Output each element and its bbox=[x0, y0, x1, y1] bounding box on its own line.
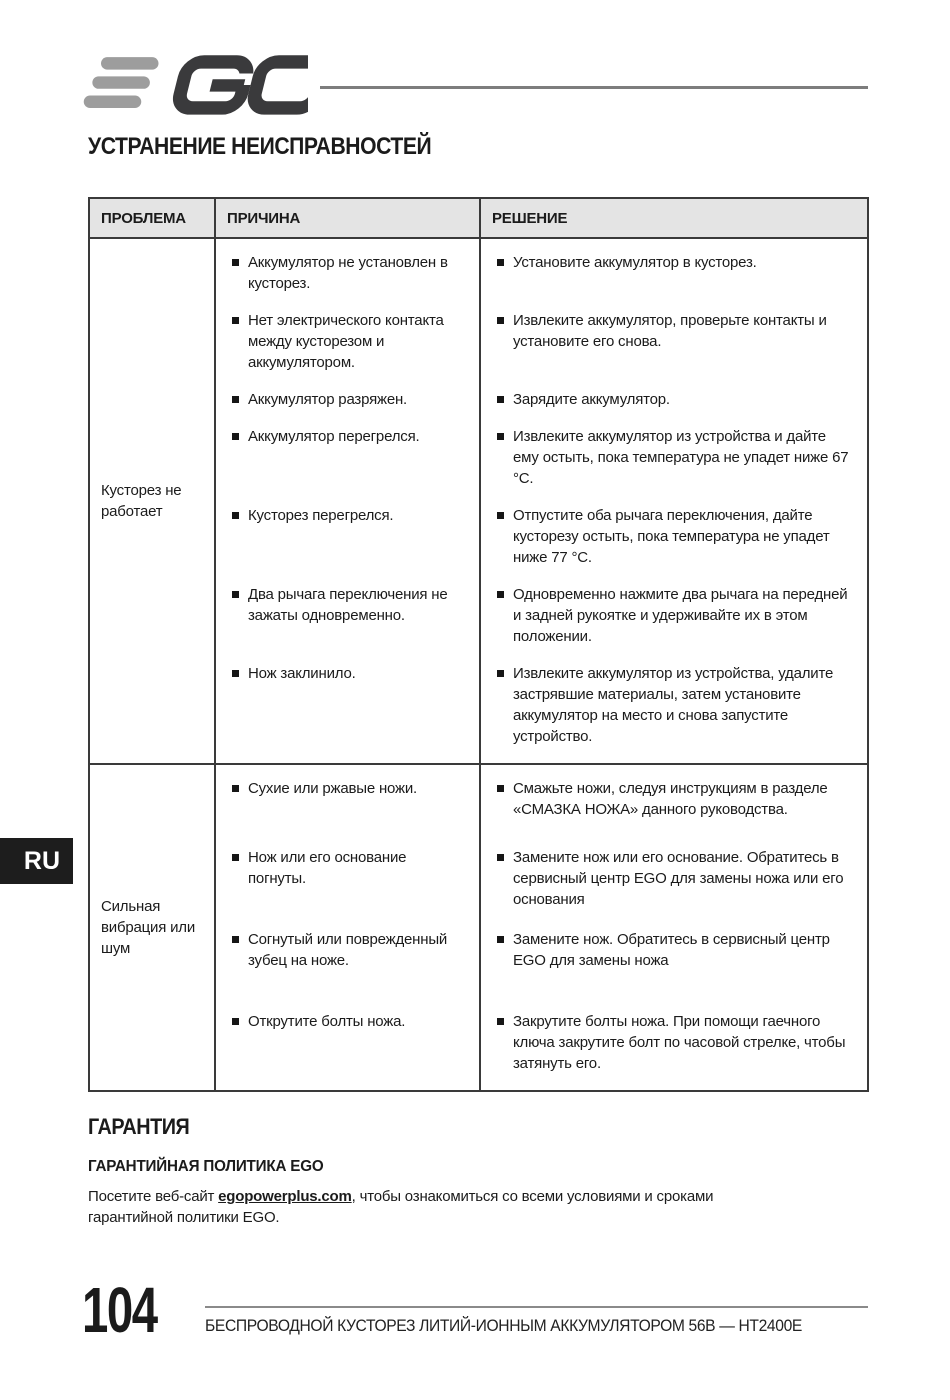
bullet-square-icon bbox=[232, 1018, 239, 1025]
table-groups bbox=[90, 239, 867, 1090]
warranty-policy-subtitle: ГАРАНТИЙНАЯ ПОЛИТИКА EGO bbox=[88, 1158, 324, 1175]
bullet-square-icon bbox=[497, 396, 504, 403]
cause-text: Аккумулятор перегрелся. bbox=[248, 428, 420, 445]
page-title: УСТРАНЕНИЕ НЕИСПРАВНОСТЕЙ bbox=[88, 133, 432, 160]
solution-text: Извлеките аккумулятор из устройства, удалите застрявшие материалы, затем установите аккумулятор на место и снова запустите устройство. bbox=[513, 665, 834, 745]
solution-cell bbox=[481, 765, 867, 847]
column-header-cause: ПРИЧИНА bbox=[216, 199, 481, 237]
cause-text: Кусторез перегрелся. bbox=[248, 507, 394, 524]
cause-cell bbox=[216, 389, 481, 426]
warranty-text-suffix: , чтобы ознакомиться со всеми условиями и сроками гарантийной политики EGO. bbox=[88, 1188, 714, 1226]
cause-solution-rows bbox=[216, 765, 867, 1090]
cause-cell bbox=[216, 310, 481, 389]
cause-text: Аккумулятор не установлен в кусторез. bbox=[248, 254, 448, 292]
cause-text: Сухие или ржавые ножи. bbox=[248, 780, 418, 797]
cause-text: Нож или его основание погнуты. bbox=[248, 849, 407, 887]
solution-cell bbox=[481, 1011, 867, 1090]
table-row bbox=[216, 310, 867, 389]
table-row bbox=[216, 929, 867, 1011]
solution-cell bbox=[481, 929, 867, 1011]
column-header-problem: ПРОБЛЕМА bbox=[90, 199, 216, 237]
table-row bbox=[216, 389, 867, 426]
ego-logo bbox=[78, 50, 308, 118]
cause-solution-rows bbox=[216, 239, 867, 763]
table-row bbox=[216, 663, 867, 763]
solution-cell bbox=[481, 389, 867, 426]
table-row bbox=[216, 426, 867, 505]
cause-text: Согнутый или поврежденный зубец на ноже. bbox=[248, 931, 448, 969]
solution-text: Извлеките аккумулятор, проверьте контакты и установите его снова. bbox=[513, 312, 827, 350]
problem-cell: Сильная вибрация или шум bbox=[90, 765, 216, 1090]
solution-text: Одновременно нажмите два рычага на передней и задней рукоятке и удерживайте их в этом положении. bbox=[513, 586, 848, 645]
solution-text: Закрутите болты ножа. При помощи гаечного ключа закрутите болт по часовой стрелке, чтобы затянуть его. bbox=[513, 1013, 846, 1072]
solution-text: Установите аккумулятор в кусторез. bbox=[513, 254, 757, 271]
bullet-square-icon bbox=[497, 1018, 504, 1025]
solution-text: Отпустите оба рычага переключения, дайте кусторезу остыть, пока температура не упадет ниже 77 °C. bbox=[513, 507, 830, 566]
problem-group bbox=[90, 765, 867, 1090]
solution-text: Зарядите аккумулятор. bbox=[513, 391, 670, 408]
bullet-square-icon bbox=[497, 936, 504, 943]
bullet-square-icon bbox=[497, 433, 504, 440]
cause-cell bbox=[216, 929, 481, 1011]
bullet-square-icon bbox=[497, 512, 504, 519]
cause-cell bbox=[216, 239, 481, 310]
cause-cell bbox=[216, 1011, 481, 1090]
solution-text: Смажьте ножи, следуя инструкциям в разделе «СМАЗКА НОЖА» данного руководства. bbox=[513, 780, 828, 818]
bullet-square-icon bbox=[232, 936, 239, 943]
solution-cell bbox=[481, 847, 867, 929]
table-header-row bbox=[90, 199, 867, 239]
footer-model-line: БЕСПРОВОДНОЙ КУСТОРЕЗ ЛИТИЙ-ИОННЫМ АККУМУЛЯТОРОМ 56В — HT2400E bbox=[205, 1316, 802, 1335]
solution-text: Замените нож. Обратитесь в сервисный центр EGO для замены ножа bbox=[513, 931, 830, 969]
bullet-square-icon bbox=[232, 591, 239, 598]
cause-cell bbox=[216, 584, 481, 663]
header-divider bbox=[320, 86, 868, 89]
warranty-body-text bbox=[88, 1186, 798, 1228]
bullet-square-icon bbox=[497, 259, 504, 266]
table-row bbox=[216, 505, 867, 584]
cause-cell bbox=[216, 847, 481, 929]
troubleshooting-table bbox=[88, 197, 869, 1092]
solution-cell bbox=[481, 584, 867, 663]
table-row bbox=[216, 239, 867, 310]
bullet-square-icon bbox=[232, 785, 239, 792]
table-row bbox=[216, 847, 867, 929]
solution-cell bbox=[481, 426, 867, 505]
bullet-square-icon bbox=[232, 433, 239, 440]
problem-cell: Кусторез не работает bbox=[90, 239, 216, 763]
bullet-square-icon bbox=[232, 512, 239, 519]
bullet-square-icon bbox=[232, 396, 239, 403]
solution-cell bbox=[481, 239, 867, 310]
solution-cell bbox=[481, 663, 867, 763]
ego-logo-graphic bbox=[78, 50, 308, 118]
language-tab: RU bbox=[0, 838, 73, 884]
egopowerplus-link[interactable]: egopowerplus.com bbox=[218, 1188, 352, 1205]
cause-text: Два рычага переключения не зажаты одновременно. bbox=[248, 586, 448, 624]
cause-text: Аккумулятор разряжен. bbox=[248, 391, 408, 408]
bullet-square-icon bbox=[232, 317, 239, 324]
cause-text: Открутите болты ножа. bbox=[248, 1013, 406, 1030]
table-row bbox=[216, 584, 867, 663]
solution-text: Извлеките аккумулятор из устройства и дайте ему остыть, пока температура не упадет ниже 67 °C. bbox=[513, 428, 849, 487]
table-row bbox=[216, 1011, 867, 1090]
cause-text: Нет электрического контакта между кусторезом и аккумулятором. bbox=[248, 312, 444, 371]
cause-cell bbox=[216, 765, 481, 847]
bullet-square-icon bbox=[497, 854, 504, 861]
bullet-square-icon bbox=[497, 317, 504, 324]
solution-text: Замените нож или его основание. Обратитесь в сервисный центр EGO для замены ножа или его основания bbox=[513, 849, 844, 908]
bullet-square-icon bbox=[497, 591, 504, 598]
footer-divider bbox=[205, 1306, 868, 1308]
cause-cell bbox=[216, 505, 481, 584]
cause-text: Нож заклинило. bbox=[248, 665, 356, 682]
solution-cell bbox=[481, 505, 867, 584]
solution-cell bbox=[481, 310, 867, 389]
page-number: 104 bbox=[82, 1274, 157, 1346]
cause-cell bbox=[216, 426, 481, 505]
bullet-square-icon bbox=[232, 670, 239, 677]
problem-group bbox=[90, 239, 867, 765]
bullet-square-icon bbox=[497, 670, 504, 677]
column-header-solution: РЕШЕНИЕ bbox=[492, 210, 568, 227]
bullet-square-icon bbox=[232, 259, 239, 266]
bullet-square-icon bbox=[497, 785, 504, 792]
warranty-text-prefix: Посетите веб-сайт bbox=[88, 1188, 219, 1205]
warranty-title: ГАРАНТИЯ bbox=[88, 1114, 190, 1139]
bullet-square-icon bbox=[232, 854, 239, 861]
table-row bbox=[216, 765, 867, 847]
cause-cell bbox=[216, 663, 481, 763]
